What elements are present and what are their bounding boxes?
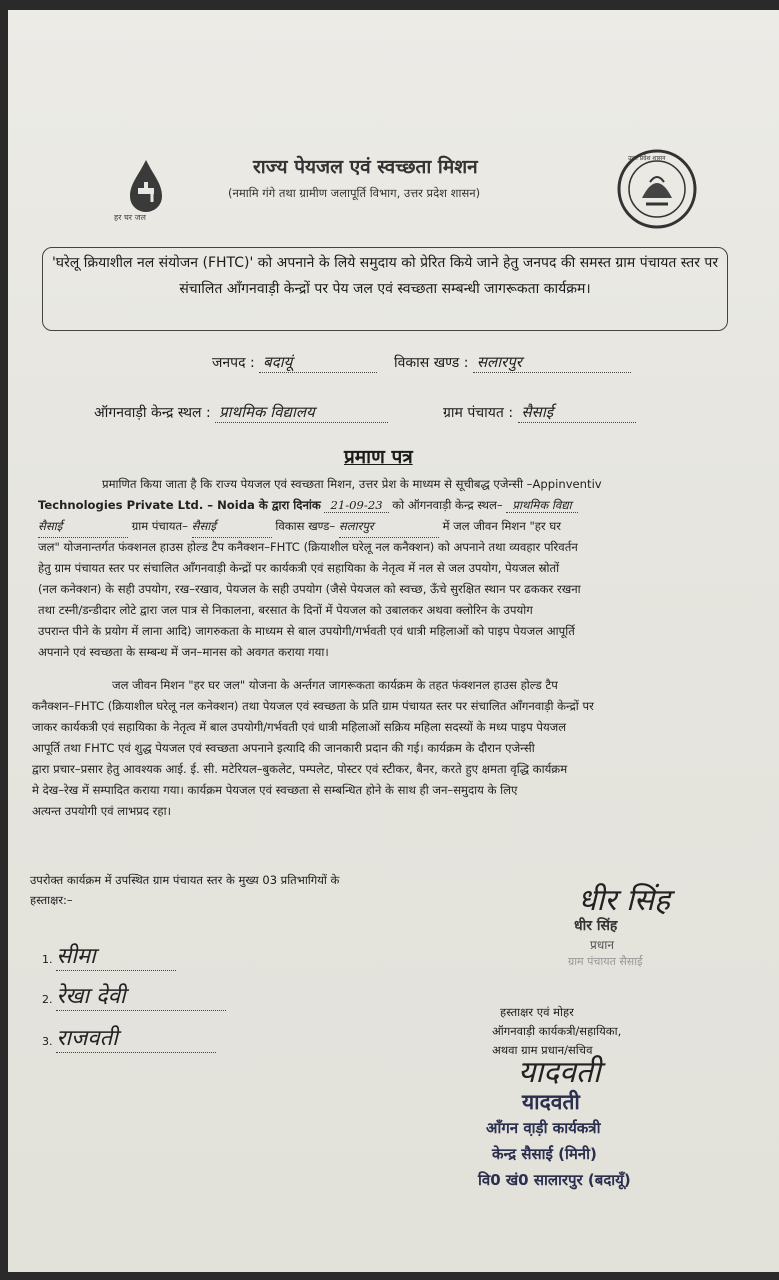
para1-gp-label: ग्राम पंचायत– (131, 519, 188, 533)
para1-place: प्राथमिक विद्या (506, 498, 577, 513)
certificate-title: प्रमाण पत्र (344, 446, 413, 468)
up-government-emblem (616, 148, 698, 230)
stamp-line-2: केन्द्र सैसार्ई (मिनी) (492, 1145, 597, 1163)
para1-line-e: जल" योजनान्तर्गत फंक्शनल हाउस होल्ड टैप कनैक्शन–FHTC (क्रियाशील घरेलू नल कनैक्शन) को अपनाने तथा व्यवहार परिवर्तन (38, 540, 578, 554)
para1-line-f: हेतु ग्राम पंचायत स्तर पर संचालित आँगनवाड़ी केन्द्रों पर कार्यकत्री एवं सहायिका के नेतृत्व में नल से जल उपयोग, पेयजल स्रोतों (38, 561, 560, 575)
para2-line-g: अत्यन्त उपयोगी एवं लाभप्रद रहा। (32, 804, 171, 818)
vikas-khand-value: सलारपुर (473, 352, 631, 373)
janpad-row (212, 352, 377, 373)
para2-line-e: द्वारा प्रचार–प्रसार हेतु आवश्यक आई. ई. सी. मटेरियल–बुकलेट, पम्पलेट, पोस्टर एवं स्टीकर, बैनर, करते हुए क्षमता वृद्धि कार्यक्रम (32, 762, 568, 776)
sign-caption-2: ऑगनवाड़ी कार्यकत्री/सहायिका, (492, 1024, 622, 1038)
para1-line-g: (नल कनेक्शन) के सही उपयोग, रख–रखाव, पेयजल के सही उपयोग (जैसे पेयजल को स्वच्छ, ऊँचे सुरक्षित स्थान पर ढककर रखना (38, 582, 581, 596)
participant-1-num: 1. (42, 953, 53, 966)
header-title: राज्य पेयजल एवं स्वच्छता मिशन (253, 156, 478, 178)
pradhan-gp: ग्राम पंचायत सैसार्ई (568, 955, 643, 968)
anganwadi-label: ऑगनवाड़ी केन्द्र स्थल : (94, 405, 211, 421)
sign-caption-1: हस्ताक्षर एवं मोहर (500, 1005, 574, 1019)
program-banner: 'घरेलू क्रियाशील नल संयोजन (FHTC)' को अपनाने के लिये समुदाय को प्रेरित किये जाने हेतु जनपद की समस्त ग्राम पंचायत स्तर पर संचालित आँगनवाड़ी केन्द्रों पर पेय जल एवं स्वच्छता सम्बन्धी जागरूकता कार्यक्रम। (42, 247, 728, 331)
para1-date: 21-09-23 (324, 498, 388, 513)
gram-panchayat-label: ग्राम पंचायत : (443, 405, 514, 421)
participant-1-signature: सीमा (56, 940, 176, 971)
para1-line-i: उपरान्त पीने के प्रयोग में लाना आदि) जागरुकता के माध्यम से बाल उपयोगी/गर्भवती एवं धात्री महिलाओं को पाइप पेयजल आपूर्ति (38, 624, 575, 638)
para1-vk-value: सलारपुर (339, 516, 439, 538)
para1-b-text: Technologies Private Ltd. – Noida के द्वारा दिनांक (38, 498, 321, 512)
gram-panchayat-row (443, 402, 636, 423)
para2-line-b: कनैक्शन–FHTC (क्रियाशील घरेलू नल कनेक्शन) तथा पेयजल एवं स्वच्छता के प्रति ग्राम पंचायत स्तर पर संचालित आँगनवाड़ी केन्द्रों पर (32, 699, 594, 713)
header-subtitle: (नमामि गंगे तथा ग्रामीण जलापूर्ति विभाग, उत्तर प्रदेश शासन) (228, 186, 481, 200)
signatures-intro: उपरोक्त कार्यक्रम में उपस्थित ग्राम पंचायत स्तर के मुख्य 03 प्रतिभागियों के (30, 873, 340, 887)
para1-location-value: सैसार्ई (38, 516, 128, 538)
har-ghar-jal-logo (108, 158, 198, 238)
stamp-name: यादवती (522, 1090, 580, 1114)
sign-caption-3: अथवा ग्राम प्रधान/सचिव (492, 1043, 593, 1057)
worker-signature: यादवती (518, 1055, 601, 1090)
para1-d-text: में जल जीवन मिशन "हर घर (442, 519, 561, 533)
para1-c-text: को ऑगनवाड़ी केन्द्र स्थल– (392, 498, 503, 512)
water-drop-icon (108, 158, 198, 238)
logo-right-text: उत्तर प्रदेश शासन (628, 155, 666, 162)
participant-2 (42, 980, 226, 1011)
participant-2-signature: रेखा देवी (56, 980, 226, 1011)
signatures-intro-b: हस्ताक्षर:– (30, 893, 73, 907)
para2-line-c: जाकर कार्यकत्री एवं सहायिका के नेतृत्व में बाल उपयोगी/गर्भवती एवं धात्री महिलाओं सक्रिय महिला सदस्यों के मध्य पाइप पेयजल (32, 720, 567, 734)
participant-3-num: 3. (42, 1035, 53, 1048)
vikas-khand-row (394, 352, 631, 373)
participant-3 (42, 1022, 216, 1053)
janpad-value: बदायूं (259, 352, 377, 373)
para1-line-h: तथा टस्नी/डन्डीदार लोटे द्वारा जल पात्र से निकालना, बरसात के दिनों में पेयजल को उबालकर अथवा क्लोरिन के उपयोग (38, 603, 533, 617)
para1-gp-value: सैसार्ई (192, 516, 272, 538)
janpad-label: जनपद : (212, 355, 255, 371)
para1-line-j: अपनाने एवं स्वच्छता के सम्बन्ध में जन–मानस को अवगत कराया गया। (38, 645, 329, 659)
para1-line-a: प्रमाणित किया जाता है कि राज्य पेयजल एवं स्वच्छता मिशन, उत्तर प्रेश के माध्यम से सूचीबद्ध एजेन्सी –Appinventiv (102, 477, 602, 491)
pradhan-title: प्रधान (590, 938, 614, 952)
stamp-line-3: वि0 खं0 सालारपुर (बदायूँ) (478, 1171, 631, 1189)
pradhan-signature: धीर सिंह (578, 883, 671, 918)
para1-vk-label: विकास खण्ड– (275, 519, 336, 533)
para1-line-b (38, 495, 778, 516)
para2-line-d: आपूर्ति तथा FHTC एवं शुद्ध पेयजल एवं स्वच्छता अपनाने इत्यादि की जानकारी प्रदान की गई। कार्यक्रम के दौरान एजेन्सी (32, 741, 535, 755)
stamp-line-1: आँगन वा़ड़ी कार्यकत्री (486, 1119, 601, 1137)
participant-2-num: 2. (42, 993, 53, 1006)
participant-3-signature: राजवती (56, 1022, 216, 1053)
certificate-page (8, 10, 779, 1272)
logo-left-text: हर घर जल (114, 213, 146, 222)
gram-panchayat-value: सैसार्ई (518, 402, 636, 423)
pradhan-name: धीर सिंह (574, 918, 618, 934)
para2-line-f: मे देख–रेख में सम्पादित कराया गया। कार्यक्रम पेयजल एवं स्वच्छता से सम्बन्धित होने के साथ ही जन–समुदाय के लिए (32, 783, 518, 797)
para1-line-c (38, 516, 778, 538)
participant-1 (42, 940, 176, 971)
anganwadi-value: प्राथमिक विद्यालय (215, 402, 388, 423)
para2-line-a: जल जीवन मिशन "हर घर जल" योजना के अर्न्तगत जागरूकता कार्यक्रम के तहत फंक्शनल हाउस होल्ड टैप (112, 678, 558, 692)
vikas-khand-label: विकास खण्ड : (394, 355, 469, 371)
anganwadi-row (94, 402, 388, 423)
